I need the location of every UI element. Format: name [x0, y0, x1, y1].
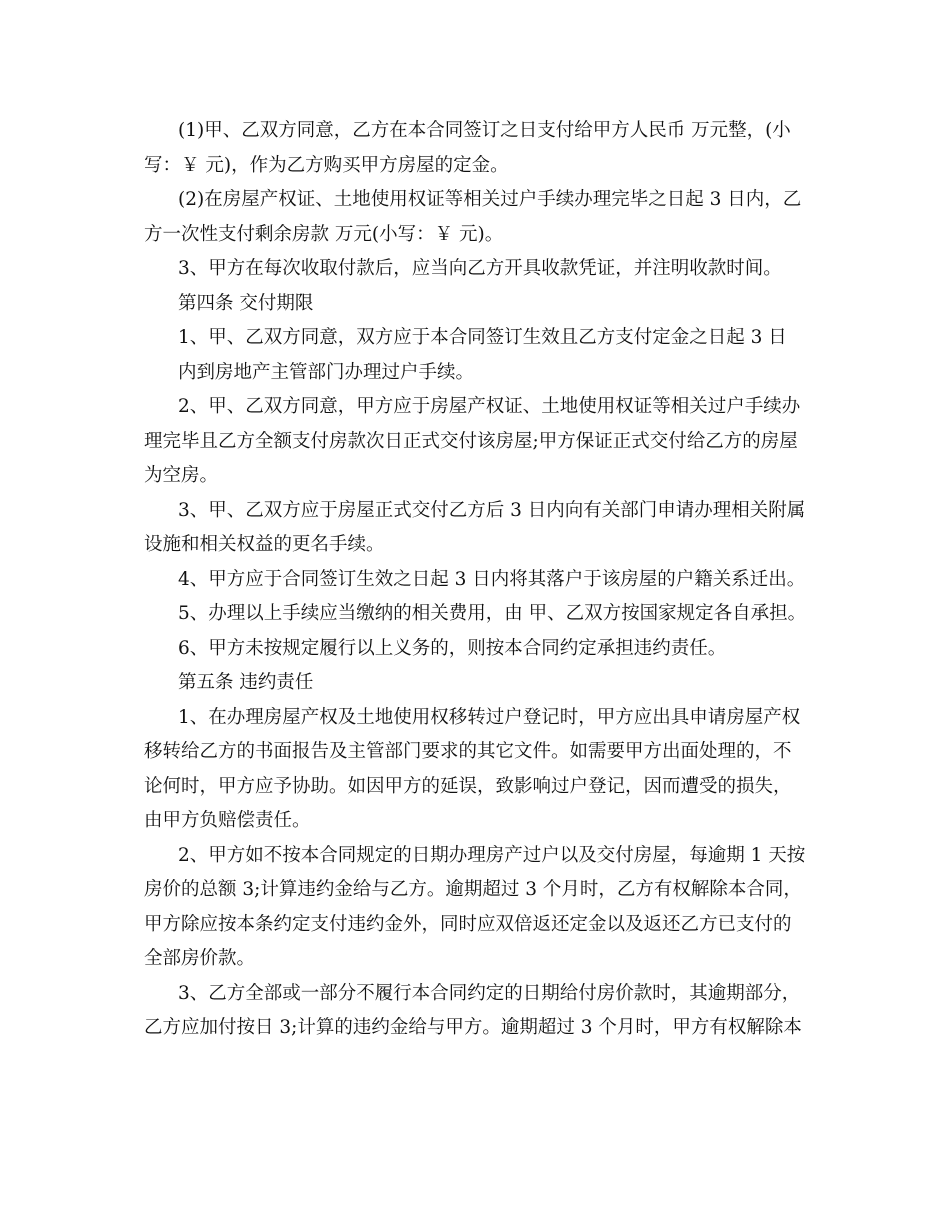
text-line: 1、在办理房屋产权及土地使用权移转过户登记时，甲方应出具申请房屋产权	[178, 706, 801, 728]
text-line: 房价的总额 3;计算违约金给与乙方。逾期超过 3 个月时，乙方有权解除本合同，	[144, 879, 802, 900]
text-line: 为空房。	[144, 465, 219, 486]
text-line: 甲方除应按本条约定支付违约金外，同时应双倍返还定金以及返还乙方已支付的	[144, 913, 792, 935]
text-line: 乙方应加付按日 3;计算的违约金给与甲方。逾期超过 3 个月时，甲方有权解除本	[144, 1017, 802, 1038]
text-line: 设施和相关权益的更名手续。	[144, 534, 385, 555]
text-line: 3、甲方在每次收取付款后，应当向乙方开具收款凭证，并注明收款时间。	[178, 258, 782, 279]
text-line: 2、甲方如不按本合同规定的日期办理房产过户以及交付房屋，每逾期 1 天按	[178, 844, 806, 866]
text-line: 6、甲方未按规定履行以上义务的，则按本合同约定承担违约责任。	[178, 637, 727, 659]
text-line: (1)甲、乙双方同意，乙方在本合同签订之日支付给甲方人民币 万元整，(小	[178, 120, 791, 141]
contract-text-body	[144, 114, 807, 1046]
text-line: 全部房价款。	[144, 948, 256, 969]
text-line: 2、甲、乙双方同意，甲方应于房屋产权证、土地使用权证等相关过户手续办	[178, 396, 801, 417]
text-line: 内到房地产主管部门办理过户手续。	[178, 361, 475, 383]
text-line: 由甲方负赔偿责任。	[144, 810, 311, 831]
text-line: 1、甲、乙双方同意，双方应于本合同签订生效且乙方支付定金之日起 3 日	[178, 327, 787, 348]
text-line: 写：￥ 元)，作为乙方购买甲方房屋的定金。	[144, 154, 509, 176]
text-line: 第五条 违约责任	[178, 672, 314, 693]
text-line: 5、办理以上手续应当缴纳的相关费用，由 甲、乙双方按国家规定各自承担。	[178, 603, 807, 624]
text-line: 3、甲、乙双方应于房屋正式交付乙方后 3 日内向有关部门申请办理相关附属	[178, 499, 806, 521]
text-line: 方一次性支付剩余房款 万元(小写：￥ 元)。	[144, 223, 504, 245]
text-line: 4、甲方应于合同签订生效之日起 3 日内将其落户于该房屋的户籍关系迁出。	[178, 568, 806, 590]
text-line: (2)在房屋产权证、土地使用权证等相关过户手续办理完毕之日起 3 日内，乙	[178, 189, 802, 210]
text-line: 第四条 交付期限	[178, 292, 314, 314]
text-line: 3、乙方全部或一部分不履行本合同约定的日期给付房价款时，其逾期部分，	[178, 982, 801, 1004]
text-line: 理完毕且乙方全额支付房款次日正式交付该房屋;甲方保证正式交付给乙方的房屋	[144, 430, 798, 452]
text-line: 论何时，甲方应予协助。如因甲方的延误，致影响过户登记，因而遭受的损失，	[144, 775, 792, 797]
text-line: 移转给乙方的书面报告及主管部门要求的其它文件。如需要甲方出面处理的，不	[144, 741, 792, 762]
